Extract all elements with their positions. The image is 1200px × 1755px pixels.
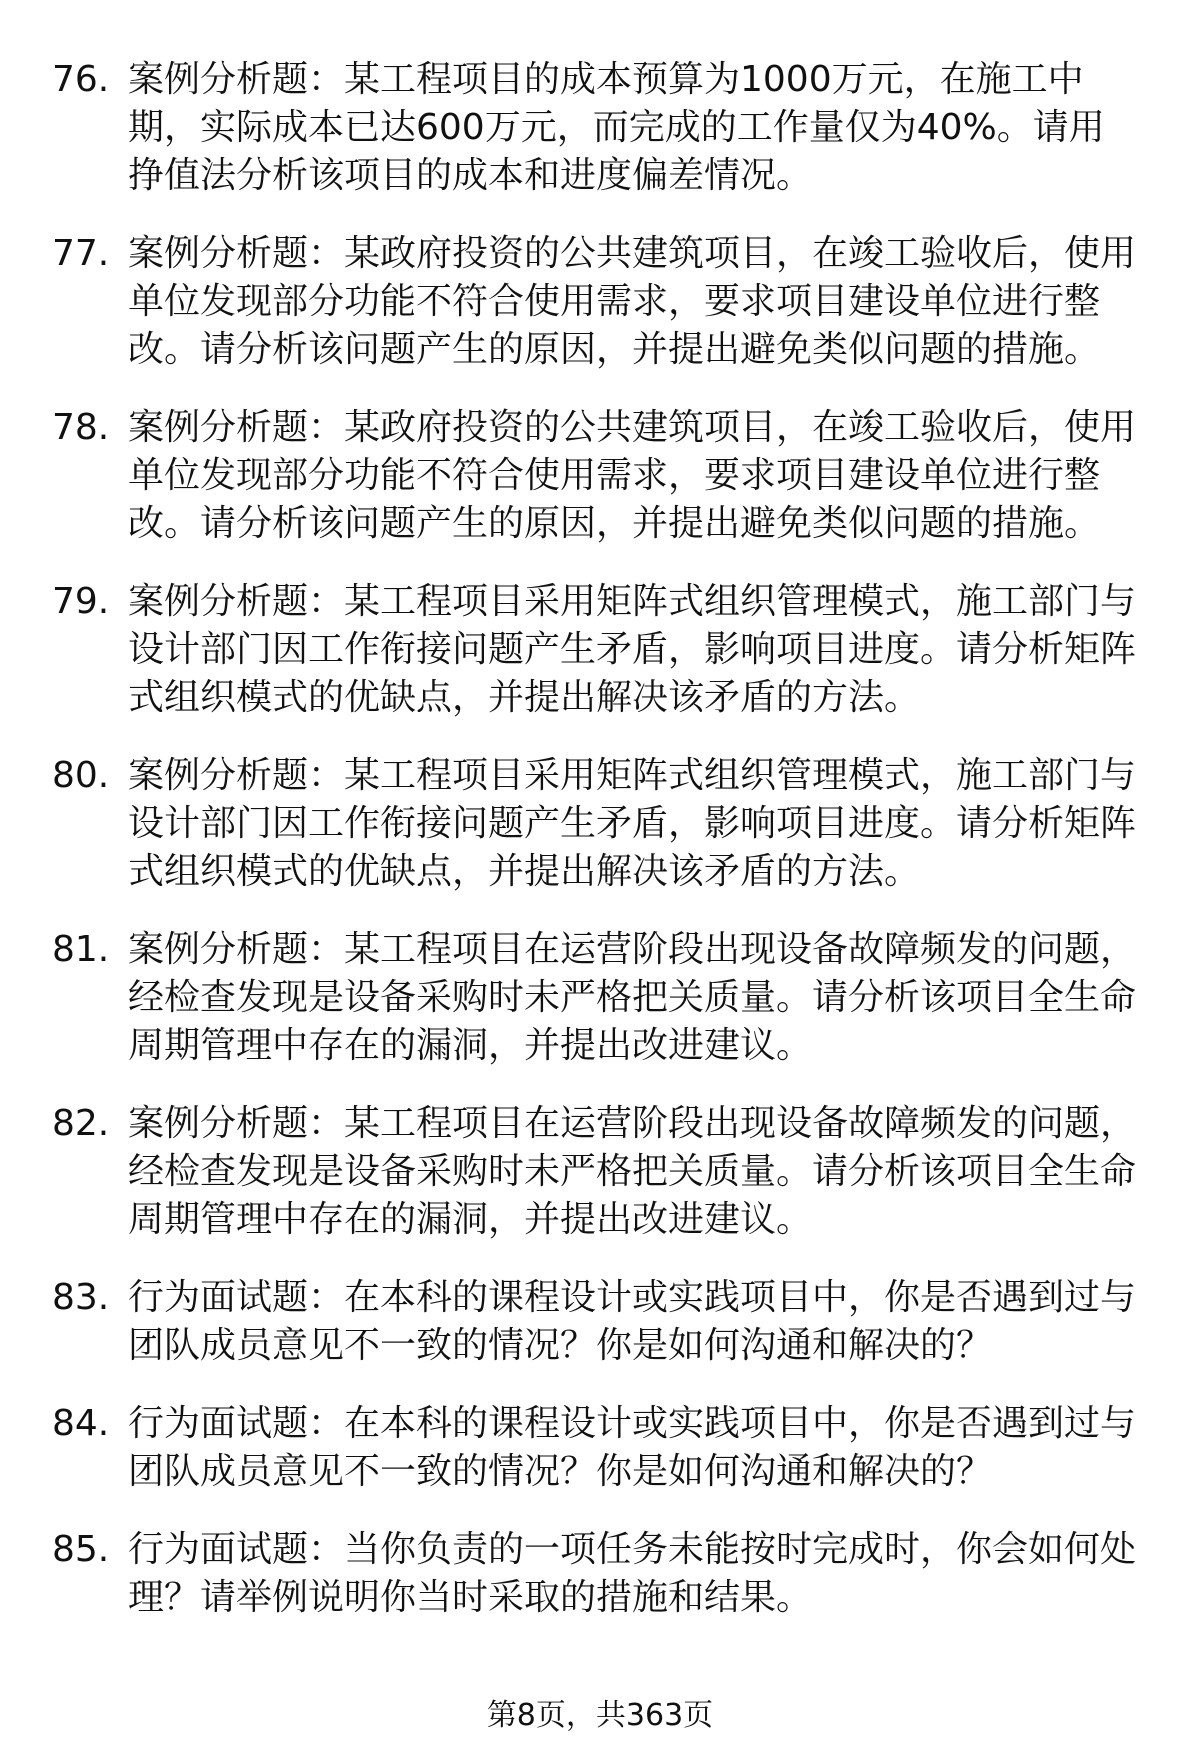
question-item bbox=[0, 230, 1200, 374]
question-number: 80. bbox=[52, 755, 110, 796]
question-item bbox=[0, 56, 1200, 200]
question-item bbox=[0, 1526, 1200, 1622]
question-item bbox=[0, 752, 1200, 896]
question-text: 行为面试题：在本科的课程设计或实践项目中，你是否遇到过与团队成员意见不一致的情况？你是如何沟通和解决的？ bbox=[128, 1403, 1137, 1492]
question-text: 案例分析题：某工程项目采用矩阵式组织管理模式，施工部门与设计部门因工作衔接问题产生矛盾，影响项目进度。请分析矩阵式组织模式的优缺点，并提出解决该矛盾的方法。 bbox=[128, 755, 1137, 892]
question-text: 案例分析题：某工程项目在运营阶段出现设备故障频发的问题，经检查发现是设备采购时未严格把关质量。请分析该项目全生命周期管理中存在的漏洞，并提出改进建议。 bbox=[128, 1103, 1137, 1240]
question-number: 78. bbox=[52, 407, 110, 448]
question-item bbox=[0, 1274, 1200, 1370]
question-number: 81. bbox=[52, 929, 110, 970]
question-text: 案例分析题：某政府投资的公共建筑项目，在竣工验收后，使用单位发现部分功能不符合使用需求，要求项目建设单位进行整改。请分析该问题产生的原因，并提出避免类似问题的措施。 bbox=[128, 407, 1137, 544]
question-number: 76. bbox=[52, 59, 110, 100]
question-number: 82. bbox=[52, 1103, 110, 1144]
question-text: 案例分析题：某政府投资的公共建筑项目，在竣工验收后，使用单位发现部分功能不符合使用需求，要求项目建设单位进行整改。请分析该问题产生的原因，并提出避免类似问题的措施。 bbox=[128, 233, 1137, 370]
question-list bbox=[0, 56, 1200, 1652]
question-text: 行为面试题：当你负责的一项任务未能按时完成时，你会如何处理？请举例说明你当时采取的措施和结果。 bbox=[128, 1529, 1137, 1618]
question-text: 案例分析题：某工程项目采用矩阵式组织管理模式，施工部门与设计部门因工作衔接问题产生矛盾，影响项目进度。请分析矩阵式组织模式的优缺点，并提出解决该矛盾的方法。 bbox=[128, 581, 1137, 718]
question-item bbox=[0, 926, 1200, 1070]
question-number: 84. bbox=[52, 1403, 110, 1444]
question-item bbox=[0, 1400, 1200, 1496]
question-number: 85. bbox=[52, 1529, 110, 1570]
question-item bbox=[0, 578, 1200, 722]
question-text: 案例分析题：某工程项目的成本预算为1000万元，在施工中期，实际成本已达600万元，而完成的工作量仅为40%。请用挣值法分析该项目的成本和进度偏差情况。 bbox=[128, 59, 1105, 196]
question-number: 83. bbox=[52, 1277, 110, 1318]
question-text: 行为面试题：在本科的课程设计或实践项目中，你是否遇到过与团队成员意见不一致的情况？你是如何沟通和解决的？ bbox=[128, 1277, 1137, 1366]
question-item bbox=[0, 404, 1200, 548]
question-text: 案例分析题：某工程项目在运营阶段出现设备故障频发的问题，经检查发现是设备采购时未严格把关质量。请分析该项目全生命周期管理中存在的漏洞，并提出改进建议。 bbox=[128, 929, 1137, 1066]
question-number: 77. bbox=[52, 233, 110, 274]
question-number: 79. bbox=[52, 581, 110, 622]
question-item bbox=[0, 1100, 1200, 1244]
page-footer: 第8页，共363页 bbox=[486, 1698, 714, 1733]
